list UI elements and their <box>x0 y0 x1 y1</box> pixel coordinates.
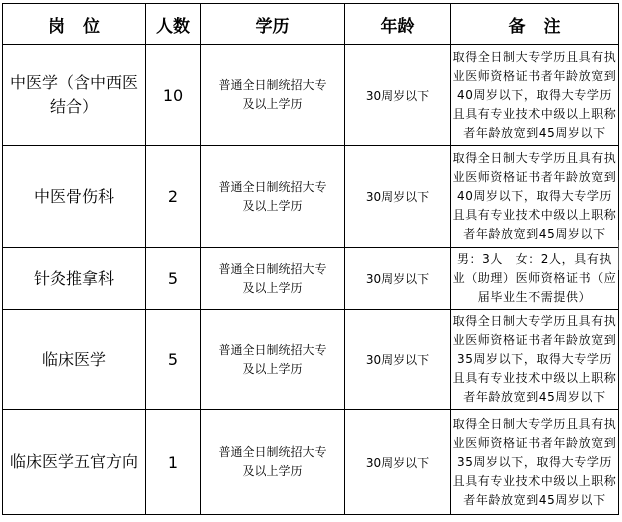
recruitment-table <box>2 3 619 515</box>
table-row <box>3 410 619 515</box>
header-position: 岗位 <box>3 4 146 45</box>
resize-handle-mark <box>618 240 619 270</box>
table-row <box>3 146 619 248</box>
table-row <box>3 248 619 310</box>
header-notes: 备注 <box>451 4 619 45</box>
position-cell: 临床医学五官方向 <box>3 410 146 515</box>
position-cell: 临床医学 <box>3 310 146 410</box>
age-cell: 30周岁以下 <box>345 146 451 248</box>
count-cell: 5 <box>146 248 201 310</box>
education-cell: 普通全日制统招大专及以上学历 <box>201 310 345 410</box>
age-cell: 30周岁以下 <box>345 310 451 410</box>
age-cell: 30周岁以下 <box>345 410 451 515</box>
header-education: 学历 <box>201 4 345 45</box>
age-cell: 30周岁以下 <box>345 45 451 146</box>
education-cell: 普通全日制统招大专及以上学历 <box>201 45 345 146</box>
table-row <box>3 45 619 146</box>
count-cell: 5 <box>146 310 201 410</box>
count-cell: 1 <box>146 410 201 515</box>
position-cell: 中医骨伤科 <box>3 146 146 248</box>
notes-cell: 取得全日制大专学历且具有执业医师资格证书者年龄放宽到35周岁以下，取得大专学历且具有专业技术中级以上职称者年龄放宽到45周岁以下 <box>451 310 619 410</box>
position-cell: 中医学（含中西医结合） <box>3 45 146 146</box>
header-count: 人数 <box>146 4 201 45</box>
education-cell: 普通全日制统招大专及以上学历 <box>201 410 345 515</box>
count-cell: 2 <box>146 146 201 248</box>
notes-cell: 取得全日制大专学历且具有执业医师资格证书者年龄放宽到35周岁以下，取得大专学历且具有专业技术中级以上职称者年龄放宽到45周岁以下 <box>451 410 619 515</box>
notes-cell: 男：3人 女：2人，具有执业（助理）医师资格证书（应届毕业生不需提供） <box>451 248 619 310</box>
education-cell: 普通全日制统招大专及以上学历 <box>201 248 345 310</box>
notes-cell: 取得全日制大专学历且具有执业医师资格证书者年龄放宽到40周岁以下，取得大专学历且具有专业技术中级以上职称者年龄放宽到45周岁以下 <box>451 146 619 248</box>
header-age: 年龄 <box>345 4 451 45</box>
table-row <box>3 310 619 410</box>
header-row <box>3 4 619 45</box>
position-cell: 针灸推拿科 <box>3 248 146 310</box>
age-cell: 30周岁以下 <box>345 248 451 310</box>
notes-cell: 取得全日制大专学历且具有执业医师资格证书者年龄放宽到40周岁以下，取得大专学历且具有专业技术中级以上职称者年龄放宽到45周岁以下 <box>451 45 619 146</box>
education-cell: 普通全日制统招大专及以上学历 <box>201 146 345 248</box>
count-cell: 10 <box>146 45 201 146</box>
